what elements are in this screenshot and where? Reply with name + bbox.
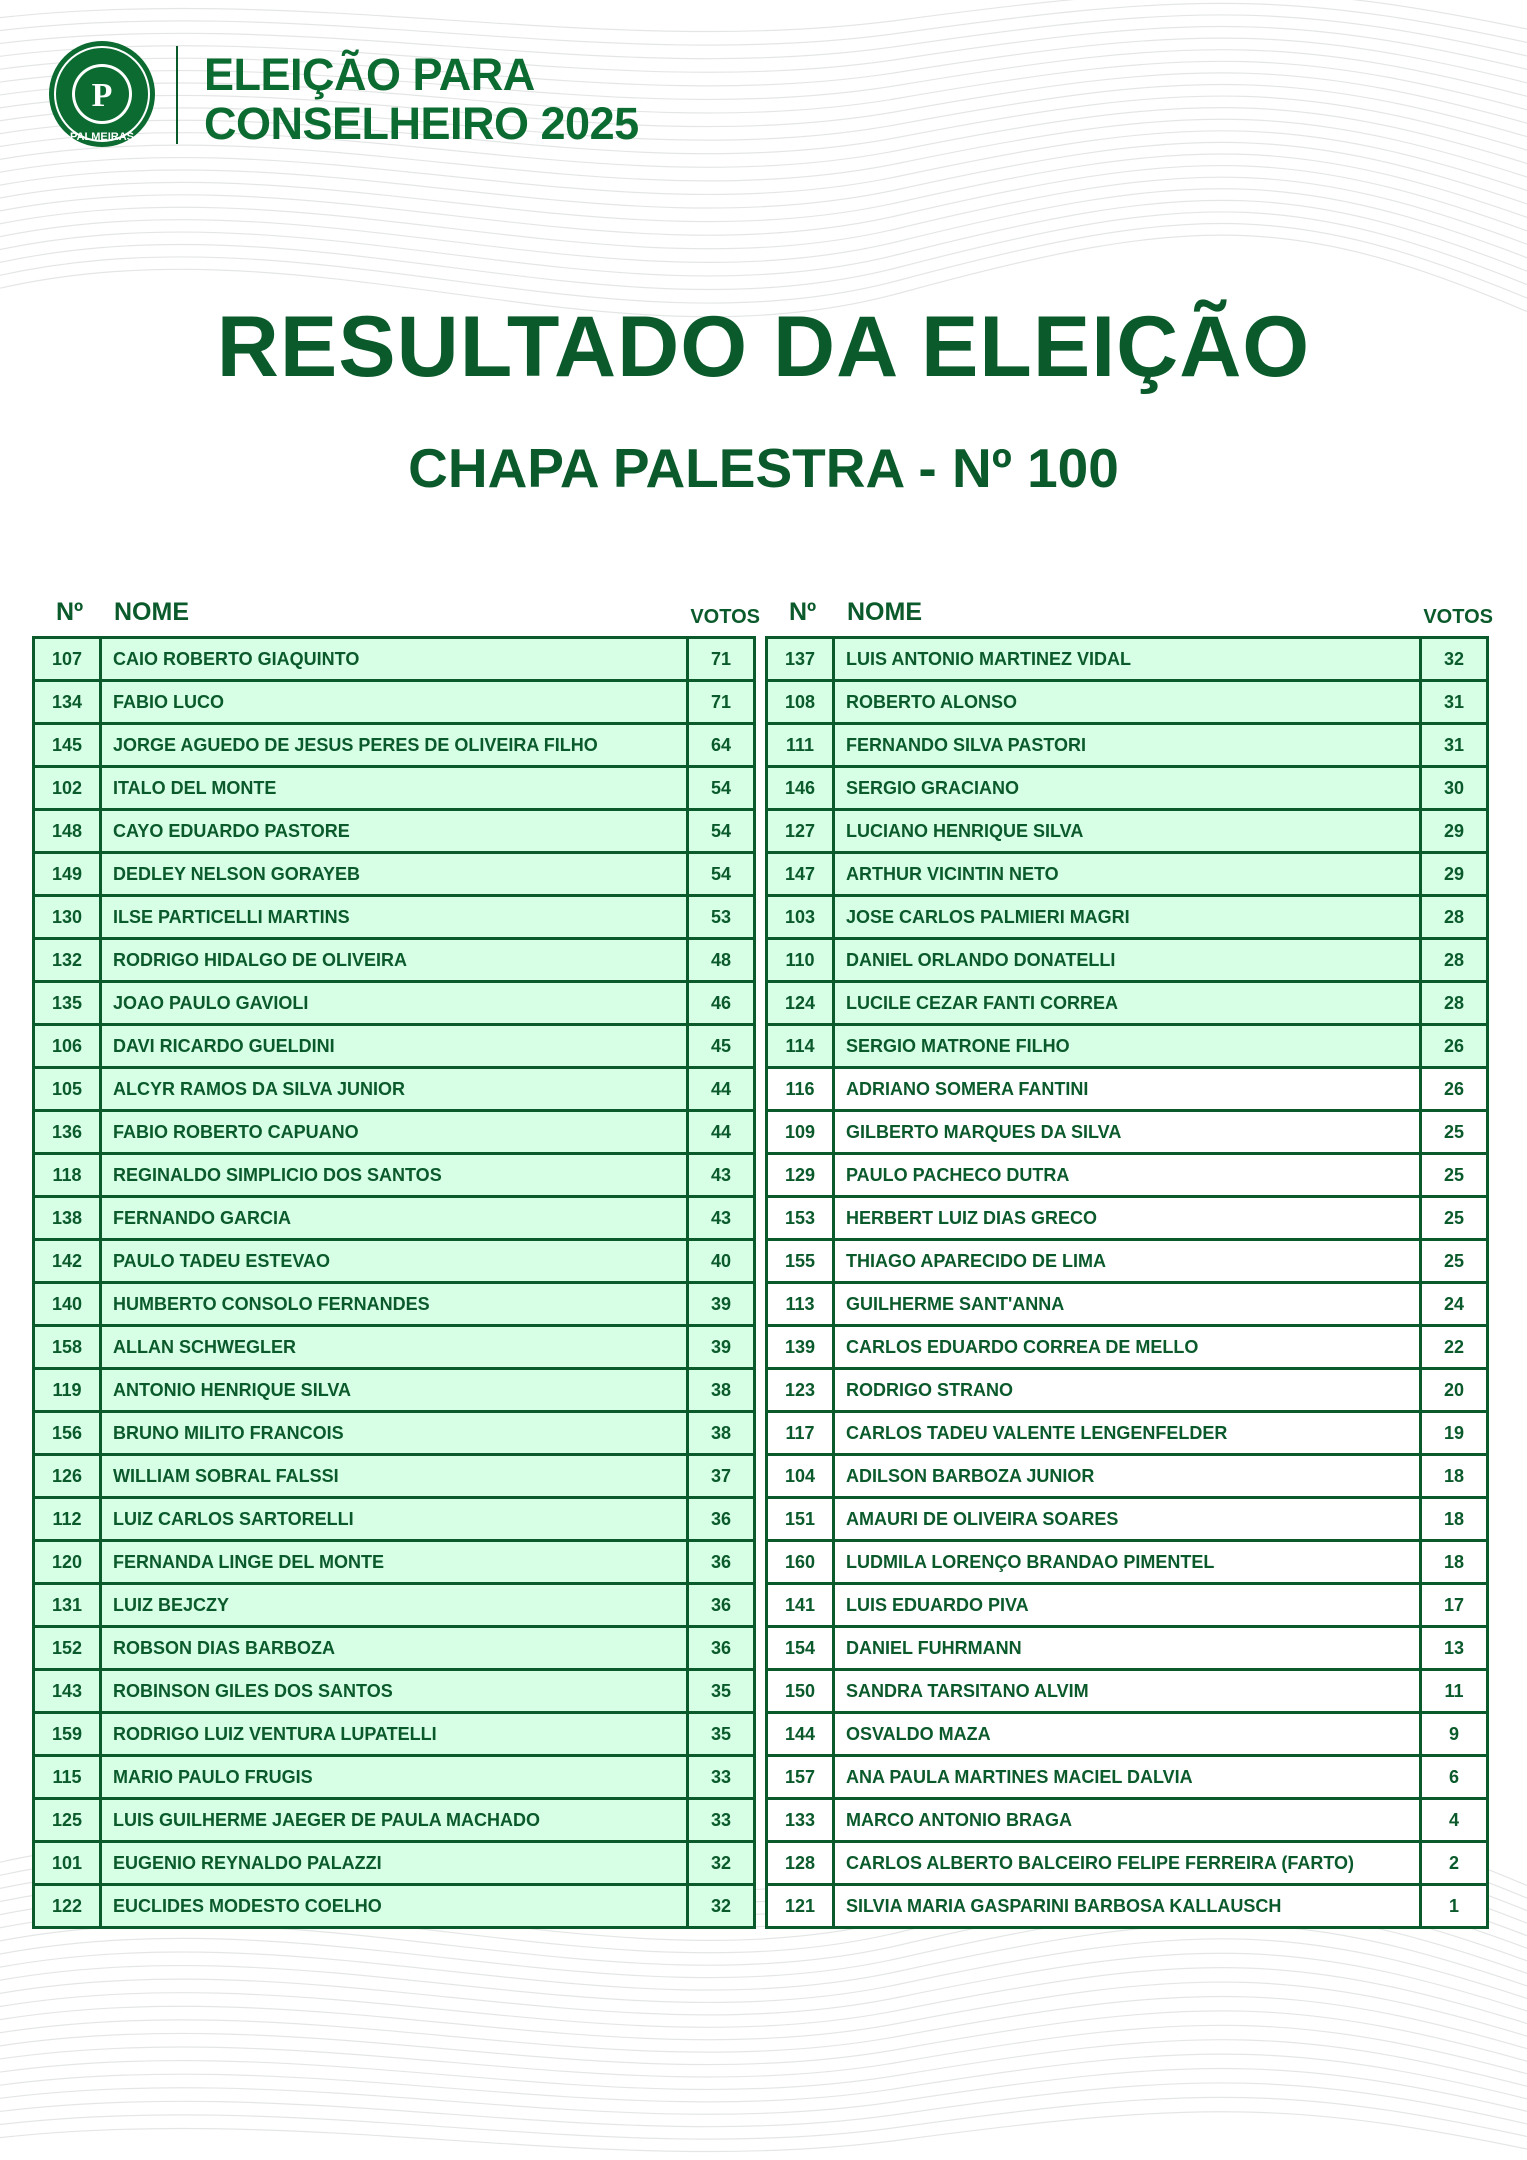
candidate-votes: 28 — [1421, 982, 1488, 1025]
candidate-number: 115 — [34, 1756, 101, 1799]
candidate-number: 134 — [34, 681, 101, 724]
candidate-votes: 18 — [1421, 1498, 1488, 1541]
candidate-number: 110 — [767, 939, 834, 982]
candidate-number: 144 — [767, 1713, 834, 1756]
candidate-number: 148 — [34, 810, 101, 853]
table-row — [34, 982, 755, 1025]
candidate-votes: 53 — [688, 896, 755, 939]
table-row — [34, 810, 755, 853]
candidate-name: DANIEL FUHRMANN — [834, 1627, 1421, 1670]
table-row — [767, 939, 1488, 982]
candidate-name: RODRIGO LUIZ VENTURA LUPATELLI — [101, 1713, 688, 1756]
results-column-right — [765, 596, 1493, 1929]
wave-line — [0, 200, 1527, 284]
candidate-name: AMAURI DE OLIVEIRA SOARES — [834, 1498, 1421, 1541]
candidate-number: 118 — [34, 1154, 101, 1197]
candidate-name: GILBERTO MARQUES DA SILVA — [834, 1111, 1421, 1154]
candidate-name: CAYO EDUARDO PASTORE — [101, 810, 688, 853]
candidate-votes: 36 — [688, 1541, 755, 1584]
candidate-number: 109 — [767, 1111, 834, 1154]
table-row — [767, 1842, 1488, 1885]
candidate-votes: 36 — [688, 1584, 755, 1627]
candidate-name: SERGIO MATRONE FILHO — [834, 1025, 1421, 1068]
table-row — [34, 1326, 755, 1369]
candidate-votes: 18 — [1421, 1455, 1488, 1498]
candidate-votes: 26 — [1421, 1025, 1488, 1068]
column-header — [765, 596, 1493, 636]
candidate-name: THIAGO APARECIDO DE LIMA — [834, 1240, 1421, 1283]
table-row — [767, 1541, 1488, 1584]
candidate-votes: 71 — [688, 638, 755, 681]
table-row — [767, 1670, 1488, 1713]
candidate-number: 159 — [34, 1713, 101, 1756]
candidate-votes: 54 — [688, 853, 755, 896]
table-row — [34, 1068, 755, 1111]
candidate-number: 129 — [767, 1154, 834, 1197]
candidate-name: ILSE PARTICELLI MARTINS — [101, 896, 688, 939]
candidate-number: 107 — [34, 638, 101, 681]
wave-line — [0, 2097, 1527, 2143]
table-row — [34, 681, 755, 724]
candidate-name: ROBINSON GILES DOS SANTOS — [101, 1670, 688, 1713]
candidate-number: 116 — [767, 1068, 834, 1111]
candidate-votes: 36 — [688, 1627, 755, 1670]
header-name: NOME — [114, 598, 189, 626]
candidate-number: 112 — [34, 1498, 101, 1541]
candidate-votes: 44 — [688, 1068, 755, 1111]
candidate-votes: 24 — [1421, 1283, 1488, 1326]
candidate-votes: 9 — [1421, 1713, 1488, 1756]
table-row — [767, 1799, 1488, 1842]
header-title — [204, 50, 704, 148]
candidate-votes: 33 — [688, 1756, 755, 1799]
candidate-votes: 35 — [688, 1670, 755, 1713]
candidate-number: 117 — [767, 1412, 834, 1455]
table-row — [767, 638, 1488, 681]
candidate-number: 136 — [34, 1111, 101, 1154]
candidate-number: 111 — [767, 724, 834, 767]
candidate-name: ANA PAULA MARTINES MACIEL DALVIA — [834, 1756, 1421, 1799]
table-row — [767, 1154, 1488, 1197]
table-row — [34, 1584, 755, 1627]
candidate-votes: 39 — [688, 1283, 755, 1326]
table-row — [34, 767, 755, 810]
table-row — [767, 1283, 1488, 1326]
table-row — [34, 1197, 755, 1240]
table-row — [34, 1799, 755, 1842]
candidate-name: HUMBERTO CONSOLO FERNANDES — [101, 1283, 688, 1326]
header-votes: VOTOS — [690, 606, 760, 628]
wave-line — [0, 212, 1527, 298]
candidate-name: FERNANDA LINGE DEL MONTE — [101, 1541, 688, 1584]
page-title: RESULTADO DA ELEIÇÃO — [216, 299, 1311, 395]
candidate-votes: 22 — [1421, 1326, 1488, 1369]
logo-text: PALMEIRAS — [70, 131, 134, 143]
candidate-votes: 46 — [688, 982, 755, 1025]
wave-line — [0, 154, 1527, 229]
candidate-votes: 71 — [688, 681, 755, 724]
candidate-number: 146 — [767, 767, 834, 810]
candidate-number: 132 — [34, 939, 101, 982]
candidate-votes: 1 — [1421, 1885, 1488, 1928]
candidate-votes: 25 — [1421, 1240, 1488, 1283]
table-row — [34, 1412, 755, 1455]
candidate-votes: 18 — [1421, 1541, 1488, 1584]
candidate-number: 127 — [767, 810, 834, 853]
candidate-name: RODRIGO HIDALGO DE OLIVEIRA — [101, 939, 688, 982]
table-row — [767, 853, 1488, 896]
candidate-number: 142 — [34, 1240, 101, 1283]
candidate-votes: 54 — [688, 767, 755, 810]
candidate-name: CAIO ROBERTO GIAQUINTO — [101, 638, 688, 681]
candidate-votes: 29 — [1421, 810, 1488, 853]
candidate-number: 147 — [767, 853, 834, 896]
candidate-name: EUCLIDES MODESTO COELHO — [101, 1885, 688, 1928]
table-row — [767, 681, 1488, 724]
table-row — [34, 1369, 755, 1412]
candidate-votes: 44 — [688, 1111, 755, 1154]
candidate-votes: 4 — [1421, 1799, 1488, 1842]
candidate-number: 154 — [767, 1627, 834, 1670]
candidate-votes: 32 — [688, 1885, 755, 1928]
candidate-number: 137 — [767, 638, 834, 681]
table-row — [34, 896, 755, 939]
table-row — [767, 982, 1488, 1025]
candidate-name: HERBERT LUIZ DIAS GRECO — [834, 1197, 1421, 1240]
candidate-number: 123 — [767, 1369, 834, 1412]
table-row — [34, 1498, 755, 1541]
candidate-votes: 39 — [688, 1326, 755, 1369]
candidate-number: 124 — [767, 982, 834, 1025]
candidate-votes: 36 — [688, 1498, 755, 1541]
candidate-number: 143 — [34, 1670, 101, 1713]
candidate-votes: 25 — [1421, 1154, 1488, 1197]
table-row — [34, 1670, 755, 1713]
candidate-votes: 13 — [1421, 1627, 1488, 1670]
candidate-votes: 43 — [688, 1154, 755, 1197]
candidate-name: ITALO DEL MONTE — [101, 767, 688, 810]
candidate-name: PAULO TADEU ESTEVAO — [101, 1240, 688, 1283]
candidate-number: 121 — [767, 1885, 834, 1928]
wave-line — [0, 2083, 1527, 2132]
wave-line — [0, 3, 1527, 49]
table-row — [34, 1455, 755, 1498]
candidate-number: 135 — [34, 982, 101, 1025]
wave-line — [0, 2112, 1527, 2156]
candidate-number: 114 — [767, 1025, 834, 1068]
candidate-name: DANIEL ORLANDO DONATELLI — [834, 939, 1421, 982]
candidate-votes: 38 — [688, 1412, 755, 1455]
candidate-name: EUGENIO REYNALDO PALAZZI — [101, 1842, 688, 1885]
candidate-name: JOSE CARLOS PALMIERI MAGRI — [834, 896, 1421, 939]
table-row — [34, 1111, 755, 1154]
palmeiras-logo — [48, 40, 156, 148]
table-row — [767, 896, 1488, 939]
table-row — [767, 1713, 1488, 1756]
table-row — [34, 1713, 755, 1756]
results-table-right — [765, 636, 1489, 1929]
header-title-line2: CONSELHEIRO 2025 — [204, 98, 639, 149]
table-row — [34, 638, 755, 681]
table-row — [34, 939, 755, 982]
candidate-votes: 33 — [688, 1799, 755, 1842]
candidate-name: RODRIGO STRANO — [834, 1369, 1421, 1412]
wave-line — [0, 1939, 1527, 2010]
candidate-name: PAULO PACHECO DUTRA — [834, 1154, 1421, 1197]
wave-line — [0, 2054, 1527, 2107]
candidate-number: 122 — [34, 1885, 101, 1928]
candidate-votes: 35 — [688, 1713, 755, 1756]
candidate-name: FABIO LUCO — [101, 681, 688, 724]
table-row — [34, 1154, 755, 1197]
candidate-name: ROBSON DIAS BARBOZA — [101, 1627, 688, 1670]
table-row — [767, 1627, 1488, 1670]
candidate-name: ARTHUR VICINTIN NETO — [834, 853, 1421, 896]
candidate-number: 151 — [767, 1498, 834, 1541]
candidate-votes: 32 — [1421, 638, 1488, 681]
candidate-number: 104 — [767, 1455, 834, 1498]
candidate-votes: 32 — [688, 1842, 755, 1885]
table-row — [767, 1412, 1488, 1455]
candidate-votes: 25 — [1421, 1197, 1488, 1240]
candidate-name: LUCILE CEZAR FANTI CORREA — [834, 982, 1421, 1025]
candidate-votes: 38 — [688, 1369, 755, 1412]
candidate-votes: 28 — [1421, 939, 1488, 982]
table-row — [767, 1025, 1488, 1068]
candidate-name: FABIO ROBERTO CAPUANO — [101, 1111, 688, 1154]
results-column-left — [32, 596, 760, 1929]
table-row — [34, 1541, 755, 1584]
table-row — [767, 1068, 1488, 1111]
candidate-name: LUCIANO HENRIQUE SILVA — [834, 810, 1421, 853]
candidate-votes: 54 — [688, 810, 755, 853]
candidate-name: SILVIA MARIA GASPARINI BARBOSA KALLAUSCH — [834, 1885, 1421, 1928]
candidate-name: GUILHERME SANT'ANNA — [834, 1283, 1421, 1326]
candidate-votes: 31 — [1421, 681, 1488, 724]
candidate-name: ADILSON BARBOZA JUNIOR — [834, 1455, 1421, 1498]
column-header — [32, 596, 760, 636]
candidate-votes: 17 — [1421, 1584, 1488, 1627]
candidate-name: JOAO PAULO GAVIOLI — [101, 982, 688, 1025]
candidate-votes: 6 — [1421, 1756, 1488, 1799]
candidate-votes: 40 — [688, 1240, 755, 1283]
candidate-name: WILLIAM SOBRAL FALSSI — [101, 1455, 688, 1498]
candidate-name: OSVALDO MAZA — [834, 1713, 1421, 1756]
table-row — [34, 724, 755, 767]
candidate-number: 139 — [767, 1326, 834, 1369]
candidate-name: LUIS GUILHERME JAEGER DE PAULA MACHADO — [101, 1799, 688, 1842]
table-row — [767, 1498, 1488, 1541]
candidate-number: 128 — [767, 1842, 834, 1885]
table-row — [34, 1842, 755, 1885]
candidate-votes: 48 — [688, 939, 755, 982]
candidate-votes: 11 — [1421, 1670, 1488, 1713]
candidate-name: SANDRA TARSITANO ALVIM — [834, 1670, 1421, 1713]
candidate-number: 153 — [767, 1197, 834, 1240]
header-votes: VOTOS — [1423, 606, 1493, 628]
candidate-number: 119 — [34, 1369, 101, 1412]
candidate-name: ANTONIO HENRIQUE SILVA — [101, 1369, 688, 1412]
candidate-votes: 26 — [1421, 1068, 1488, 1111]
candidate-votes: 31 — [1421, 724, 1488, 767]
table-row — [767, 1756, 1488, 1799]
candidate-name: BRUNO MILITO FRANCOIS — [101, 1412, 688, 1455]
candidate-number: 149 — [34, 853, 101, 896]
candidate-number: 133 — [767, 1799, 834, 1842]
candidate-number: 140 — [34, 1283, 101, 1326]
candidate-number: 125 — [34, 1799, 101, 1842]
candidate-number: 155 — [767, 1240, 834, 1283]
candidate-name: ALLAN SCHWEGLER — [101, 1326, 688, 1369]
table-row — [767, 810, 1488, 853]
table-row — [34, 1885, 755, 1928]
candidate-number: 160 — [767, 1541, 834, 1584]
table-row — [767, 1197, 1488, 1240]
candidate-votes: 2 — [1421, 1842, 1488, 1885]
svg-text:P: P — [91, 77, 113, 114]
candidate-name: SERGIO GRACIANO — [834, 767, 1421, 810]
candidate-name: MARIO PAULO FRUGIS — [101, 1756, 688, 1799]
candidate-name: JORGE AGUEDO DE JESUS PERES DE OLIVEIRA FILHO — [101, 724, 688, 767]
candidate-votes: 45 — [688, 1025, 755, 1068]
table-row — [767, 1369, 1488, 1412]
header-name: NOME — [847, 598, 922, 626]
wave-line — [0, 166, 1527, 243]
candidate-votes: 19 — [1421, 1412, 1488, 1455]
candidate-name: MARCO ANTONIO BRAGA — [834, 1799, 1421, 1842]
candidate-name: ADRIANO SOMERA FANTINI — [834, 1068, 1421, 1111]
candidate-votes: 43 — [688, 1197, 755, 1240]
table-row — [34, 1756, 755, 1799]
table-row — [767, 1885, 1488, 1928]
table-row — [767, 724, 1488, 767]
page-subtitle: CHAPA PALESTRA - Nº 100 — [408, 437, 1119, 499]
results-table-left — [32, 636, 756, 1929]
table-row — [34, 1283, 755, 1326]
candidate-name: ALCYR RAMOS DA SILVA JUNIOR — [101, 1068, 688, 1111]
header-num: Nº — [56, 598, 84, 626]
candidate-name: LUIS EDUARDO PIVA — [834, 1584, 1421, 1627]
wave-line — [0, 1996, 1527, 2058]
table-row — [34, 1627, 755, 1670]
candidate-number: 150 — [767, 1670, 834, 1713]
candidate-number: 113 — [767, 1283, 834, 1326]
candidate-name: LUIZ CARLOS SARTORELLI — [101, 1498, 688, 1541]
candidate-votes: 25 — [1421, 1111, 1488, 1154]
table-row — [34, 1240, 755, 1283]
candidate-votes: 28 — [1421, 896, 1488, 939]
candidate-number: 120 — [34, 1541, 101, 1584]
candidate-votes: 30 — [1421, 767, 1488, 810]
header-title-line1: ELEIÇÃO PARA — [204, 49, 535, 100]
candidate-number: 105 — [34, 1068, 101, 1111]
table-row — [767, 1240, 1488, 1283]
candidate-number: 158 — [34, 1326, 101, 1369]
candidate-name: LUDMILA LORENÇO BRANDAO PIMENTEL — [834, 1541, 1421, 1584]
candidate-votes: 64 — [688, 724, 755, 767]
candidate-number: 145 — [34, 724, 101, 767]
candidate-name: LUIS ANTONIO MARTINEZ VIDAL — [834, 638, 1421, 681]
candidate-name: LUIZ BEJCZY — [101, 1584, 688, 1627]
table-row — [767, 1111, 1488, 1154]
wave-line — [0, 142, 1527, 215]
candidate-number: 157 — [767, 1756, 834, 1799]
candidate-name: CARLOS EDUARDO CORREA DE MELLO — [834, 1326, 1421, 1369]
candidate-name: REGINALDO SIMPLICIO DOS SANTOS — [101, 1154, 688, 1197]
candidate-name: DEDLEY NELSON GORAYEB — [101, 853, 688, 896]
candidate-name: CARLOS TADEU VALENTE LENGENFELDER — [834, 1412, 1421, 1455]
table-row — [767, 767, 1488, 810]
candidate-name: FERNANDO GARCIA — [101, 1197, 688, 1240]
candidate-number: 138 — [34, 1197, 101, 1240]
candidate-number: 103 — [767, 896, 834, 939]
table-row — [767, 1584, 1488, 1627]
candidate-number: 141 — [767, 1584, 834, 1627]
candidate-number: 102 — [34, 767, 101, 810]
candidate-name: ROBERTO ALONSO — [834, 681, 1421, 724]
candidate-number: 156 — [34, 1412, 101, 1455]
table-row — [34, 1025, 755, 1068]
candidate-number: 108 — [767, 681, 834, 724]
header-num: Nº — [789, 598, 817, 626]
candidate-number: 130 — [34, 896, 101, 939]
candidate-name: CARLOS ALBERTO BALCEIRO FELIPE FERREIRA (FARTO) — [834, 1842, 1421, 1885]
table-row — [767, 1455, 1488, 1498]
candidate-number: 152 — [34, 1627, 101, 1670]
candidate-number: 106 — [34, 1025, 101, 1068]
candidate-votes: 20 — [1421, 1369, 1488, 1412]
table-row — [767, 1326, 1488, 1369]
candidate-votes: 29 — [1421, 853, 1488, 896]
header-divider — [176, 46, 178, 144]
candidate-number: 101 — [34, 1842, 101, 1885]
candidate-number: 126 — [34, 1455, 101, 1498]
candidate-number: 131 — [34, 1584, 101, 1627]
candidate-name: DAVI RICARDO GUELDINI — [101, 1025, 688, 1068]
candidate-name: FERNANDO SILVA PASTORI — [834, 724, 1421, 767]
table-row — [34, 853, 755, 896]
candidate-votes: 37 — [688, 1455, 755, 1498]
